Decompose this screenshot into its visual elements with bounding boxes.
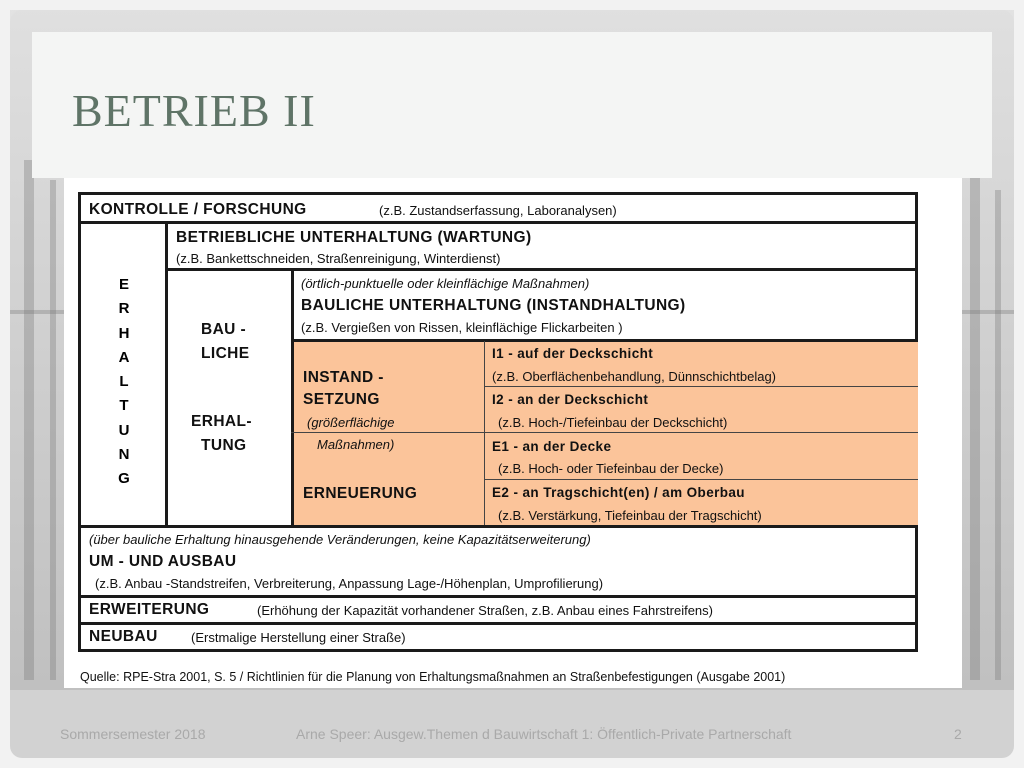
umbau-note: (z.B. Anbau -Standstreifen, Verbreiterung, Anpassung Lage-/Höhenplan, Umprofilierung)	[95, 576, 604, 591]
footer-course: Arne Speer: Ausgew.Themen d Bauwirtschaft 1: Öffentlich-Private Partnerschaft	[296, 726, 792, 742]
i1-note: (z.B. Oberflächenbehandlung, Dünnschichtbelag)	[492, 369, 777, 384]
erhaltung-letter: R	[118, 300, 130, 318]
erhaltung-letter: N	[118, 446, 130, 464]
betriebliche-unterhaltung-note: (z.B. Bankettschneiden, Straßenreinigung, Winterdienst)	[176, 251, 501, 266]
footer-semester: Sommersemester 2018	[60, 726, 206, 742]
instandsetzung-line1: INSTAND -	[303, 369, 384, 386]
erhaltung-letter: L	[119, 373, 129, 391]
erhaltung-letter: E	[118, 276, 129, 293]
kontrolle-note: (z.B. Zustandserfassung, Laboranalysen)	[379, 203, 617, 218]
bauliche-erhaltung-line4: TUNG	[201, 437, 247, 454]
i1-label: I1 - auf der Deckschicht	[492, 346, 654, 361]
erhaltung-letter: U	[118, 421, 130, 439]
slide-title: BETRIEB II	[72, 85, 316, 136]
betriebliche-unterhaltung-label: BETRIEBLICHE UNTERHALTUNG (WARTUNG)	[176, 229, 532, 246]
erweiterung-label: ERWEITERUNG	[89, 601, 210, 618]
umbau-label: UM - UND AUSBAU	[89, 553, 237, 570]
source-citation: Quelle: RPE-Stra 2001, S. 5 / Richtlinien für die Planung von Erhaltungsmaßnahmen an Straßenbefestigungen (Ausgabe 2001)	[80, 670, 786, 684]
neubau-note: (Erstmalige Herstellung einer Straße)	[191, 630, 406, 645]
erhaltung-letter: H	[118, 324, 130, 342]
instandsetzung-note2: Maßnahmen)	[317, 437, 395, 452]
i2-note: (z.B. Hoch-/Tiefeinbau der Deckschicht)	[498, 415, 728, 430]
i2-label: I2 - an der Deckschicht	[492, 392, 649, 407]
kontrolle-label: KONTROLLE / FORSCHUNG	[89, 201, 307, 218]
e1-note: (z.B. Hoch- oder Tiefeinbau der Decke)	[498, 461, 724, 476]
erweiterung-note: (Erhöhung der Kapazität vorhandener Straßen, z.B. Anbau eines Fahrstreifens)	[257, 603, 713, 618]
instandsetzung-line2: SETZUNG	[303, 391, 380, 408]
e2-label: E2 - an Tragschicht(en) / am Oberbau	[492, 485, 745, 500]
erhaltung-letter: G	[118, 470, 130, 488]
erhaltung-table	[78, 192, 918, 652]
erneuerung-label: ERNEUERUNG	[303, 485, 418, 502]
umbau-pre: (über bauliche Erhaltung hinausgehende Veränderungen, keine Kapazitätserweiterung)	[89, 532, 591, 547]
bauliche-erhaltung-line2: LICHE	[201, 345, 250, 362]
e2-note: (z.B. Verstärkung, Tiefeinbau der Tragschicht)	[498, 508, 762, 523]
erhaltung-letter: T	[119, 397, 129, 415]
bauliche-unterhaltung-pre: (örtlich-punktuelle oder kleinflächige Maßnahmen)	[301, 276, 590, 291]
bauliche-erhaltung-line1: BAU -	[201, 321, 247, 338]
neubau-label: NEUBAU	[89, 628, 158, 645]
bauliche-erhaltung-line3: ERHAL-	[191, 413, 252, 430]
page-number: 2	[954, 726, 962, 742]
e1-label: E1 - an der Decke	[492, 439, 612, 454]
instandsetzung-note1: (größerflächige	[307, 415, 395, 430]
bauliche-unterhaltung-label: BAULICHE UNTERHALTUNG (INSTANDHALTUNG)	[301, 297, 686, 314]
erhaltung-letter: A	[118, 348, 130, 366]
erhaltung-vertical-label	[109, 273, 139, 492]
bauliche-unterhaltung-note: (z.B. Vergießen von Rissen, kleinflächige Flickarbeiten )	[301, 320, 623, 335]
